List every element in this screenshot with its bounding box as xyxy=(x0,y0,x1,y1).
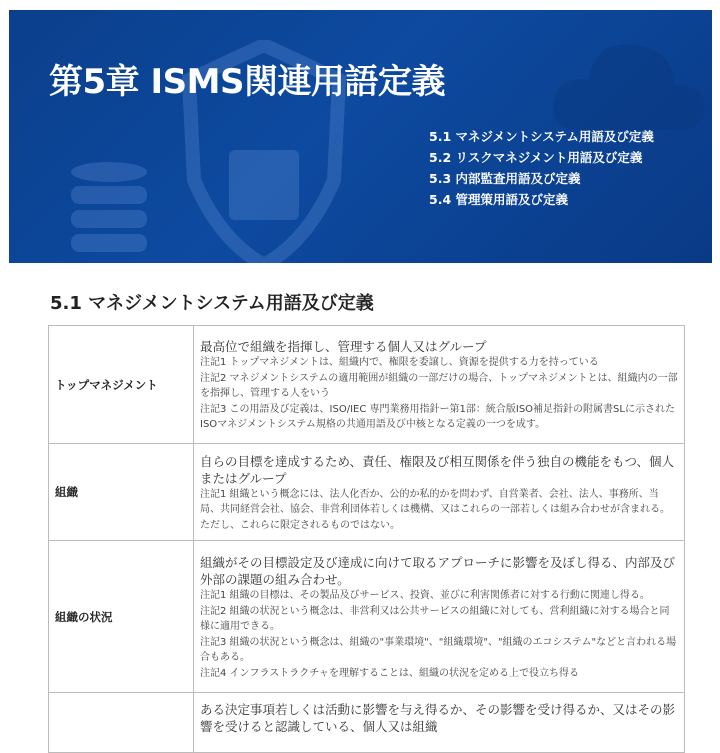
chapter-banner xyxy=(9,10,712,263)
table-row xyxy=(49,693,685,753)
term-cell: 組織の状況 xyxy=(49,541,194,693)
definition-text: 自らの目標を達成するため、責任、権限及び相互関係を伴う独自の機能をもつ、個人またはグループ xyxy=(200,453,675,486)
definition-text: 最高位で組織を指揮し、管理する個人又はグループ xyxy=(200,339,487,355)
note-text: 注記3 組織の状況という概念は、組織の"事業環境"、"組織環境"、"組織のエコシステム"などと言われる場合もある。 xyxy=(200,636,677,663)
definition-text: ある決定事項若しくは活動に影響を与え得るか、その影響を受け得るか、又はその影響を受けると認識している、個人又は組織 xyxy=(200,702,676,734)
definition-text: 組織がその目標設定及び達成に向けて取るアプローチに影響を及ぼし得る、内部及び外部の課題の組み合わせ。 xyxy=(200,555,676,587)
table-row xyxy=(49,444,685,541)
note-text: 注記2 組織の状況という概念は、非営利又は公共サービスの組織に対しても、営利組織に対する場合と同様に適用できる。 xyxy=(200,605,670,632)
definition-cell xyxy=(194,444,685,541)
toc-item[interactable]: 5.4 管理策用語及び定義 xyxy=(429,192,568,207)
chapter-toc xyxy=(429,126,654,210)
note-text: 注記1 組織という概念には、法人化否か、公的か私的かを問わず、自営業者、会社、法人、事務所、当局、共同経営会社、協会、非営利団体若しくは機構、又はこれらの一部若しくは組み合わせが含まれる。ただし、これらに限定されるものではない。 xyxy=(200,488,670,531)
table-row xyxy=(49,326,685,444)
chapter-title: 第5章 ISMS関連用語定義 xyxy=(49,62,445,102)
definition-cell xyxy=(194,693,685,753)
definition-cell xyxy=(194,541,685,693)
toc-item[interactable]: 5.1 マネジメントシステム用語及び定義 xyxy=(429,129,654,144)
note-text: 注記1 組織の目標は、その製品及びサービス、投資、並びに利害関係者に対する行動に関連し得る。 xyxy=(200,590,650,601)
database-icon xyxy=(69,160,149,260)
toc-item[interactable]: 5.3 内部監査用語及び定義 xyxy=(429,171,581,186)
note-text: 注記2 マネジメントシステムの適用範囲が組織の一部だけの場合、トップマネジメントとは、組織内の一部を指揮し、管理する人をいう xyxy=(200,372,678,400)
term-cell: 組織 xyxy=(49,444,194,541)
section-heading: 5.1 マネジメントシステム用語及び定義 xyxy=(50,293,374,314)
term-cell xyxy=(49,693,194,753)
note-text: 注記3 この用語及び定義は、ISO/IEC 専門業務用指針ー第1部：統合版ISO補足指針の附属書SLに示されたISOマネジメントシステム規格の共通用語及び中核となる定義の一つを成す。 xyxy=(200,403,675,431)
note-text: 注記4 インフラストラクチャを理解することは、組織の状況を定める上で役立ち得る xyxy=(200,667,579,679)
term-cell: トップマネジメント xyxy=(49,326,194,444)
table-row xyxy=(49,541,685,693)
note-text: 注記1 トップマネジメントは、組織内で、権限を委譲し、資源を提供する力を持っている xyxy=(200,357,599,369)
terms-table xyxy=(48,325,685,753)
definition-cell xyxy=(194,326,685,444)
toc-item[interactable]: 5.2 リスクマネジメント用語及び定義 xyxy=(429,150,643,165)
